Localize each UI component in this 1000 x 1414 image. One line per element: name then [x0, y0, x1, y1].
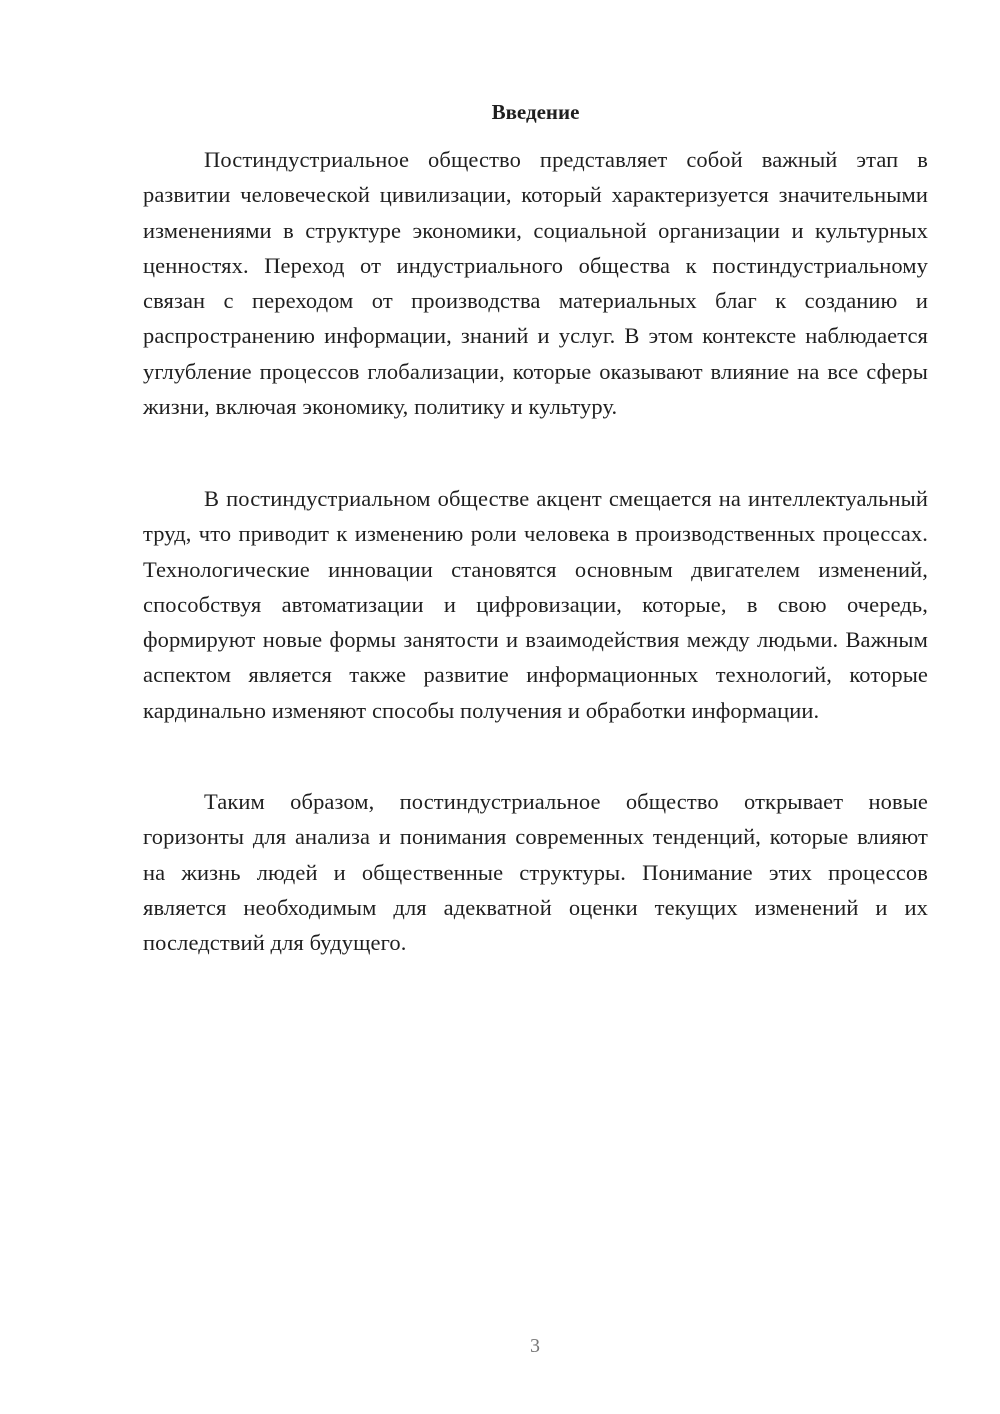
paragraph-1: Постиндустриальное общество представляет собой важный этап в развитии человеческой цивилизации, который характеризуется значительными изменениями в структуре экономики, социальной организации и культурных ценностях. Переход от индустриального общества к постиндустриальному связан с переходом от производства материальных благ к созданию и распространению информации, знаний и услуг. В этом контексте наблюдается углубление процессов глобализации, которые оказывают влияние на все сферы жизни, включая экономику, политику и культуру. — [143, 147, 928, 420]
document-title: Введение — [491, 100, 580, 124]
paragraph-2: В постиндустриальном обществе акцент смещается на интеллектуальный труд, что приводит к изменению роли человека в производственных процессах. Технологические инновации становятся основным двигателем изменений, способствуя автоматизации и цифровизации, которые, в свою очередь, формируют новые формы занятости и взаимодействия между людьми. Важным аспектом является также развитие информационных технологий, которые кардинально изменяют способы получения и обработки информации. — [143, 486, 928, 723]
page-number: 3 — [530, 1335, 540, 1357]
paragraph-3: Таким образом, постиндустриальное общество открывает новые горизонты для анализа и понимания современных тенденций, которые влияют на жизнь людей и общественные структуры. Понимание этих процессов является необходимым для адекватной оценки текущих изменений и их последствий для будущего. — [143, 789, 928, 956]
